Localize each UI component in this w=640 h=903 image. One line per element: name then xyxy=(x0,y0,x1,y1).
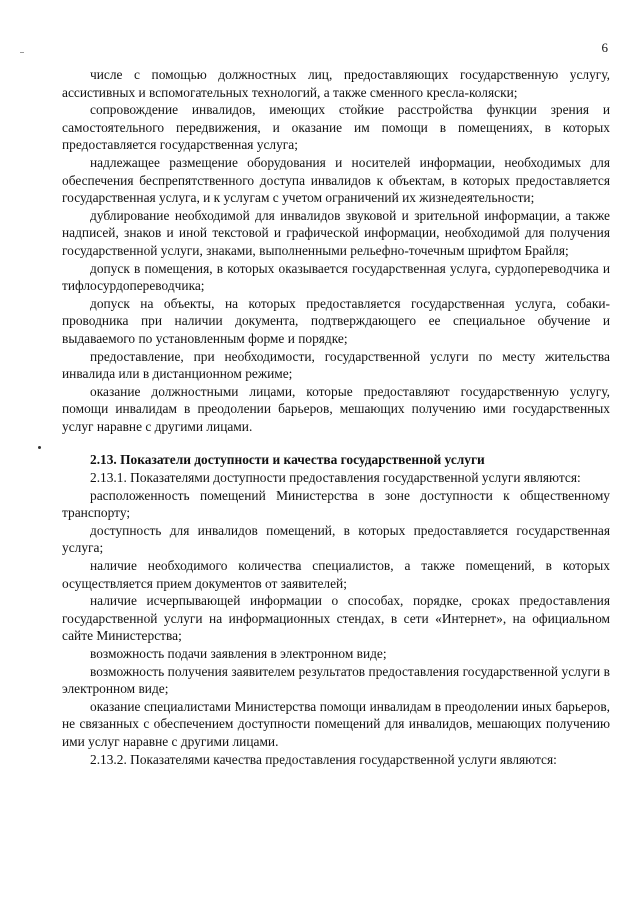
document-body xyxy=(62,66,610,768)
paragraph: наличие необходимого количества специалистов, а также помещений, в которых осуществляется прием документов от заявителей; xyxy=(62,558,610,591)
scan-dot xyxy=(38,446,41,449)
paragraph: допуск на объекты, на которых предоставляется государственная услуга, собаки-проводника при наличии документа, подтверждающего ее специальное обучение и выдаваемого по установленным форме и порядке; xyxy=(62,295,610,346)
paragraph: предоставление, при необходимости, государственной услуги по месту жительства инвалида или в дистанционном режиме; xyxy=(62,348,610,382)
paragraph: допуск в помещения, в которых оказывается государственная услуга, сурдопереводчика и тифлосурдопереводчика; xyxy=(62,260,610,294)
paragraph: дублирование необходимой для инвалидов звуковой и зрительной информации, а также надписей, знаков и иной текстовой и графической информации, необходимой для получения государственной услуги, знаками, выполненными рельефно-точечным шрифтом Брайля; xyxy=(62,207,610,258)
section-heading: 2.13. Показатели доступности и качества государственной услуги xyxy=(90,452,485,468)
paragraph: расположенность помещений Министерства в зоне доступности к общественному транспорту; xyxy=(62,487,610,521)
paragraph: числе с помощью должностных лиц, предоставляющих государственную услугу, ассистивных и вспомогательных технологий, а также сменного кресла-коляски; xyxy=(62,67,610,100)
scan-mark xyxy=(20,52,24,53)
paragraph: сопровождение инвалидов, имеющих стойкие расстройства функции зрения и самостоятельного передвижения, и оказание им помощи в помещениях, в которых предоставляется государственная услуга; xyxy=(62,102,610,153)
paragraph: наличие исчерпывающей информации о способах, порядке, сроках предоставления государственной услуги на информационных стендах, в сети «Интернет», на официальном сайте Министерства; xyxy=(62,593,610,644)
paragraph: надлежащее размещение оборудования и носителей информации, необходимых для обеспечения беспрепятственного доступа инвалидов к объектам, в которых предоставляется государственная услуга, и к услугам с учетом ограничений их жизнедеятельности; xyxy=(62,154,610,206)
paragraph: 2.13.1. Показателями доступности предоставления государственной услуги являются: xyxy=(90,470,581,486)
paragraph: оказание должностными лицами, которые предоставляют государственную услугу, помощи инвалидам в преодолении барьеров, мешающих получению ими государственных услуг наравне с другими лицами. xyxy=(62,383,610,434)
paragraph: возможность подачи заявления в электронном виде; xyxy=(90,646,387,661)
paragraph: 2.13.2. Показателями качества предоставления государственной услуги являются: xyxy=(90,751,557,767)
page-number: 6 xyxy=(601,40,608,55)
paragraph: доступность для инвалидов помещений, в которых предоставляется государственная услуга; xyxy=(62,522,610,556)
paragraph: оказание специалистами Министерства помощи инвалидам в преодолении иных барьеров, не связанных с обеспечением доступности помещений для инвалидов, мешающих получению ими услуг наравне с другими лицами. xyxy=(62,698,610,749)
paragraph: возможность получения заявителем результатов предоставления государственной услуги в электронном виде; xyxy=(62,663,610,697)
